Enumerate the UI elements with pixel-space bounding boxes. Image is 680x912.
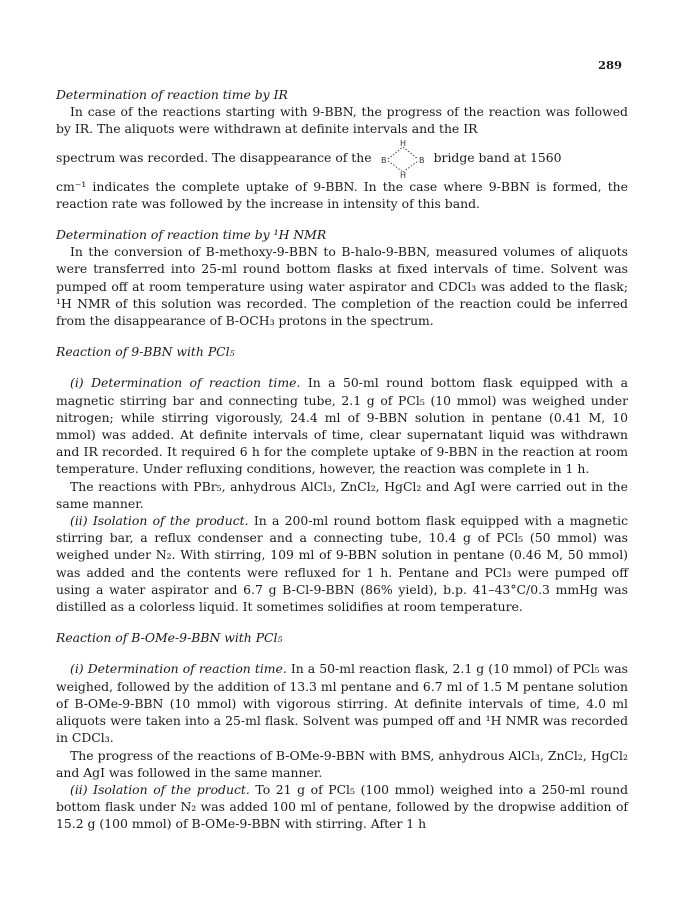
page-number: 289 [597, 58, 622, 72]
b-h-b-bridge-structure [372, 138, 434, 178]
sec4-p3-text: To 21 g of PCl₅ (100 mmol) weighed into a 250-ml round bottom flask under N₂ was added 100 ml of pentane, followed by the dropwise addition of 15.2 g (100 mmol) of B-OMe-9-BBN with stirring. After 1 h [56, 781, 628, 832]
sec2-paragraph: In the conversion of B-methoxy-9-BBN to B-halo-9-BBN, measured volumes of aliquots were transferred into 25-ml round bottom flasks at fixed intervals of time. Solvent was pumped off at room temperature using water aspirator and CDCl₃ was added to the flask; ¹H NMR of this solution was recorded. The completion of the reaction could be inferred from the disappearance of B-OCH₃ protons in the spectrum. [56, 244, 628, 329]
section-heading-9bbn-pcl5: Reaction of 9-BBN with PCl₅ [56, 344, 235, 360]
sec3-paragraph-1 [56, 374, 628, 477]
sec4-p1-text: In a 50-ml reaction flask, 2.1 g (10 mmol) of PCl₅ was weighed, followed by the addition of 13.3 ml pentane and 6.7 ml of 1.5 M pentane solution of B-OMe-9-BBN (10 mmol) with vigorous stirring. At definite intervals of time, 4.0 ml aliquots were taken into a 25-ml flask. Solvent was pumped off and ¹H NMR was recorded in CDCl₃. [56, 661, 628, 746]
bridge-label-hydrogen-top: H [399, 138, 406, 148]
bridge-label-boron-left: B [380, 155, 387, 165]
section-heading-ir: Determination of reaction time by IR [56, 87, 288, 102]
sec3-p3-text: In a 200-ml round bottom flask equipped with a magnetic stirring bar, a reflux condenser and a connecting tube, 10.4 g of PCl₅ (50 mmol) was weighed under N₂. With stirring, 109 ml of 9-BBN solution in pentane (0.46 M, 50 mmol) was added and the contents were refluxed for 1 h. Pentane and PCl₃ were pumped off using a water aspirator and 6.7 g B-Cl-9-BBN (86% yield), b.p. 41–43°C/0.3 mmHg was distilled as a colorless liquid. It sometimes solidifies at room temperature. [56, 513, 629, 615]
sec1-paragraph-start: In case of the reactions starting with 9-BBN, the progress of the reaction was followed by IR. The aliquots were withdrawn at definite intervals and the IR [56, 104, 628, 137]
sec4-paragraph-2: The progress of the reactions of B-OMe-9-BBN with BMS, anhydrous AlCl₃, ZnCl₂, HgCl₂ and AgI was followed in the same manner. [56, 747, 628, 780]
bridge-structure-drawing [372, 138, 434, 178]
sec3-p1-text: In a 50-ml round bottom flask equipped with a magnetic stirring bar and connecting tube, 2.1 g of PCl₅ (10 mmol) was weighed under nitrogen; while stirring vigorously, 24.4 ml of 9-BBN solution in pentane (0.41 M, 10 mmol) was added. At definite intervals of time, clear supernatant liquid was withdrawn and IR recorded. It required 6 h for the complete uptake of 9-BBN in the reaction at room temperature. Under refluxing conditions, however, the reaction was complete in 1 h. [56, 375, 628, 477]
sec4-paragraph-1 [56, 660, 628, 746]
bridge-label-hydrogen-bottom: H [399, 170, 406, 178]
bridge-line [56, 138, 628, 178]
sec3-p3-label: (ii) Isolation of the product. [70, 513, 249, 529]
sec3-p1-label: (i) Determination of reaction time. [70, 375, 301, 391]
sec4-p1-label: (i) Determination of reaction time. [70, 661, 287, 677]
sec1-paragraph-end: cm⁻¹ indicates the complete uptake of 9-BBN. In the case where 9-BBN is formed, the reaction rate was followed by the increase in intensity of this band. [56, 178, 628, 211]
sec4-p3-label: (ii) Isolation of the product. [70, 781, 250, 797]
sec4-paragraph-3 [56, 781, 628, 833]
sec3-paragraph-3 [56, 512, 628, 615]
body-text [56, 86, 628, 833]
bridge-text-after: bridge band at 1560 [433, 150, 562, 165]
bridge-text-before: spectrum was recorded. The disappearance of the [56, 150, 372, 165]
section-heading-nmr: Determination of reaction time by ¹H NMR [56, 227, 327, 243]
section-heading-bome-pcl5: Reaction of B-OMe-9-BBN with PCl₅ [56, 630, 283, 646]
sec3-paragraph-2: The reactions with PBr₅, anhydrous AlCl₃, ZnCl₂, HgCl₂ and AgI were carried out in the same manner. [56, 478, 628, 511]
bridge-label-boron-right: B [418, 155, 425, 165]
